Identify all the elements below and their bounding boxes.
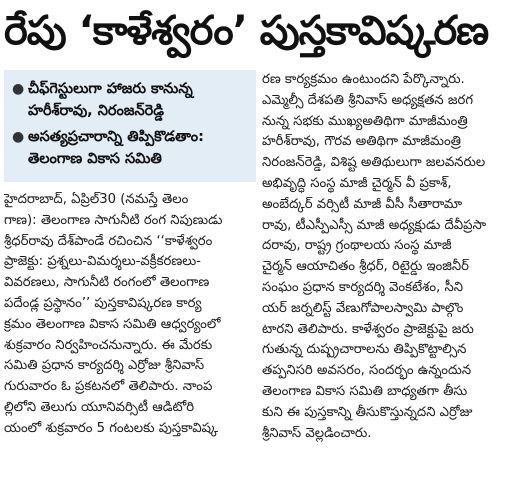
- body-line: గురువారం ఓ ప్రకటనలో తెలిపారు. నాంప: [4, 379, 213, 395]
- bullet-icon: ●: [12, 81, 25, 97]
- body-line: గుతున్న దుష్ప్రచారాలను తిప్పికొట్టాల్సిన: [262, 342, 467, 358]
- body-line: యంలో శుక్రవారం 5 గంటలకు పుస్తకావిష్క: [4, 420, 218, 436]
- body-line: తెలంగాణ వికాస సమితి బాధ్యతగా తీసు: [262, 383, 468, 399]
- body-line: అభివృద్ధి సంస్థ మాజీ చైర్మన్ వీ ప్రకాశ్,: [262, 175, 452, 191]
- body-line: నున్న సభకు ముఖ్యఅతిథిగా మాజీమంత్రి: [262, 113, 468, 129]
- body-line: శ్రీనివాస్ వెల్లడించారు.: [262, 425, 372, 441]
- body-line: సమితి ప్రధాన కార్యదర్శి ఎర్రోజు శ్రీనివాస్: [4, 358, 205, 374]
- body-line: కుని ఈ పుస్తకాన్ని తీసుకొస్తున్నదని ఎర్రోజు: [262, 404, 473, 420]
- article-headline: రేపు ‘కాళేశ్వరం’ పుస్తకావిష్కరణ: [4, 8, 489, 54]
- highlight-text: [28, 126, 204, 170]
- body-line: ప్రాజెక్టు: ప్రశ్నలు-విమర్శలు-వక్రీకరణలు-: [4, 254, 201, 270]
- right-column: [262, 70, 512, 444]
- highlight-item: [12, 78, 250, 122]
- highlight-text: [28, 78, 193, 122]
- body-line: యర్ జర్నలిస్ట్ వేణుగోపాలస్వామి పాల్గొం: [262, 300, 464, 316]
- body-line: ఎమ్మెల్సీ దేశపతి శ్రీనివాస్ అధ్యక్షతన జరగ: [262, 92, 474, 108]
- body-line: రావు, టీఎస్పీఎస్సీ మాజీ అధ్యక్షుడు దేవీప్రసా: [262, 217, 487, 233]
- body-line: టారని తెలిపారు. కాళేశ్వరం ప్రాజెక్టుపై జరు: [262, 321, 474, 337]
- body-line: చైర్మన్ ఆయాచితం శ్రీధర్, రిటైర్డు ఇంజినీర్: [262, 259, 470, 275]
- body-line: శుక్రవారం నిర్వహించనున్నారు. ఈ మేరకు: [4, 337, 213, 353]
- left-column: [4, 70, 256, 440]
- left-body-text: [4, 190, 256, 440]
- highlight-box: [4, 70, 256, 182]
- body-line: దరావు, రాష్ట్ర గ్రంథాలయ సంస్థ మాజీ: [262, 238, 452, 254]
- bullet-icon: ●: [12, 129, 25, 145]
- body-line: శ్రీధర్‌రావు దేశ్‌పాండే రచించిన ‘‘కాళేశ్వరం: [4, 233, 213, 249]
- body-line: పదేండ్ల ప్రస్థానం’’ పుస్తకావిష్కరణ కార్య: [4, 295, 202, 311]
- body-line: వివరణలు, సాగునీటి రంగంలో తెలంగాణ: [4, 275, 210, 291]
- body-line: హరీశ్‌రావు, గౌరవ అతిథిగా మాజీమంత్రి: [262, 134, 461, 150]
- body-line: ల్లిలోని తెలుగు యూనివర్సిటీ ఆడిటోరి: [4, 399, 195, 415]
- highlight-item: [12, 126, 250, 170]
- body-line: రణ కార్యక్రమం ఉంటుందని పేర్కొన్నారు.: [262, 72, 465, 87]
- body-line: సంఘం ప్రధాన కార్యదర్శి వెంకటేశం, సీని: [262, 279, 464, 295]
- body-line: అంబేద్కర్ వర్సిటీ మాజీ వీసీ సీతారామా: [262, 196, 463, 212]
- body-line: క్రమం తెలంగాణ వికాస సమితి ఆధ్వర్యంలో: [4, 316, 221, 332]
- highlight-line: హరీశ్‌రావు, నిరంజన్‌రెడ్డి: [28, 103, 164, 119]
- body-line: నిరంజన్‌రెడ్డి, విశిష్ట అతిథులుగా జలవనరుల: [262, 155, 486, 171]
- body-line: తప్పనిసరి అవసరం, సందర్భం ఉన్నందున: [262, 363, 472, 379]
- highlight-line: చీఫ్‌గెస్టులుగా హాజరు కానున్న: [28, 81, 193, 97]
- highlight-line: అసత్యప్రచారాన్ని తిప్పికొడతాం:: [28, 129, 204, 145]
- body-line: గాణ): తెలంగాణ సాగునీటి రంగ నిపుణుడు: [4, 212, 223, 228]
- body-line: హైదరాబాద్, ఏప్రిల్30 (నమస్తే తెలం: [4, 192, 189, 207]
- highlight-line: తెలంగాణ వికాస సమితి: [28, 151, 162, 167]
